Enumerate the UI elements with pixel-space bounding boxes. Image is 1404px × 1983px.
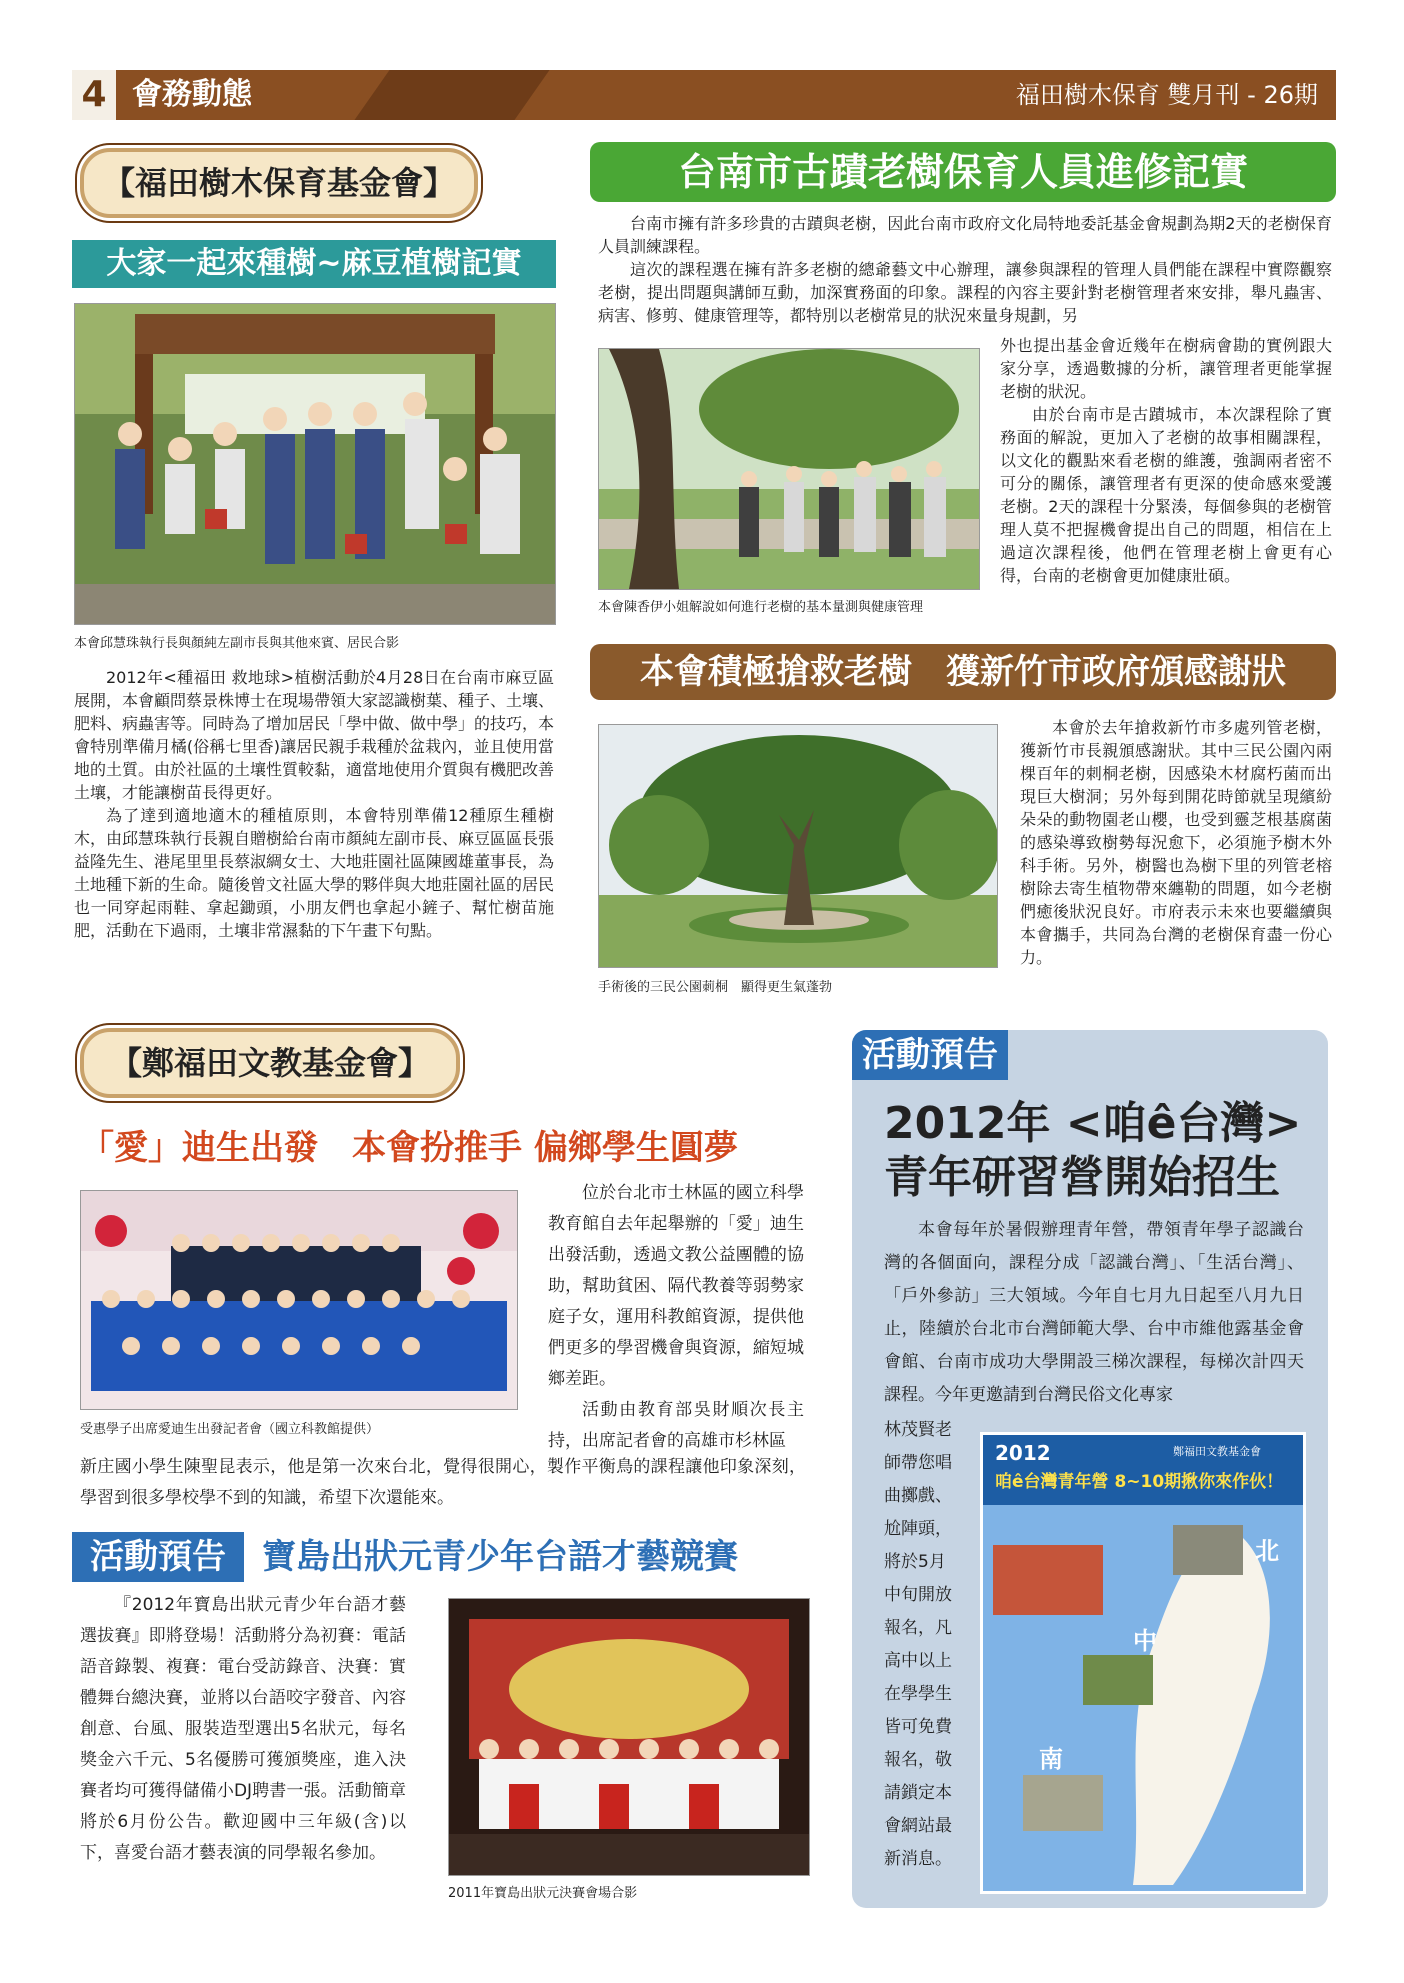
paragraph: 這次的課程選在擁有許多老樹的總爺藝文中心辦理，讓參與課程的管理人員們能在課程中實際觀察老樹，提出問題與講師互動，加深實務面的印象。課程的內容主要針對老樹管理者來安排，舉凡蟲害、病害、修剪、健康管理等，都特別以老樹常見的狀況來量身規劃，另 (598, 260, 1332, 325)
paragraph: 台南市擁有許多珍貴的古蹟與老樹，因此台南市政府文化局特地委託基金會規劃為期2天的老樹保育人員訓練課程。 (598, 214, 1332, 256)
tainan-photo-image (599, 349, 979, 589)
planting-article-body (74, 666, 554, 942)
paragraph: 本會每年於暑假辦理青年營，帶領青年學子認識台灣的各個面向，課程分成「認識台灣」、「生活台灣」、「戶外參訪」三大領域。今年自七月九日起至八月九日止，陸續於台北市台灣師範大學、台中市維他露基金會會館、台南市成功大學開設三梯次課程，每梯次計四天課程。今年更邀請到台灣民俗文化專家 (884, 1220, 1304, 1405)
youth-camp-sidebar (852, 1030, 1328, 1908)
edison-photo (80, 1190, 518, 1410)
contest-photo (448, 1598, 810, 1876)
youth-camp-narrow-text: 林茂賢老師帶您唱曲擲戲、尬陣頭，將於5月中旬開放報名，凡高中以上在學學生皆可免費報名，敬請鎖定本會網站最新消息。 (884, 1420, 952, 1869)
poster-org: 鄭福田文教基金會 (1173, 1445, 1261, 1458)
poster-year: 2012 (995, 1441, 1051, 1465)
paragraph: 位於台北市士林區的國立科學教育館自去年起舉辦的「愛」迪生出發活動，透過文教公益團體的協助，幫助貧困、隔代教養等弱勢家庭子女，運用科教館資源，提供他們更多的學習機會與資源，縮短城鄉差距。 (548, 1183, 804, 1389)
section-title: 會務動態 (132, 77, 252, 112)
contest-title: 寶島出狀元青少年台語才藝競賽 (262, 1537, 738, 1577)
poster-south: 南 (1039, 1745, 1063, 1773)
paragraph: 活動由教育部吳財順次長主持，出席記者會的高雄市杉林區 (548, 1400, 804, 1451)
hsinchu-photo (598, 724, 998, 968)
contest-body (80, 1590, 406, 1869)
tainan-photo-caption: 本會陳香伊小姐解說如何進行老樹的基本量測與健康管理 (598, 600, 924, 615)
hsinchu-article-body (1020, 716, 1332, 969)
hsinchu-article-title: 本會積極搶救老樹 獲新竹市政府頒感謝狀 (590, 644, 1336, 700)
foundation-label: 【福田樹木保育基金會】 (80, 148, 478, 218)
foundation-label-2: 【鄭福田文教基金會】 (80, 1028, 460, 1098)
contest-photo-caption: 2011年寶島出狀元決賽會場合影 (448, 1886, 638, 1901)
poster-headline: 咱ê台灣青年營 8~10期揪你來作伙！ (995, 1472, 1284, 1492)
edison-side-text (548, 1178, 804, 1457)
poster-central: 中 (1133, 1627, 1157, 1655)
page-header (72, 70, 1336, 120)
edison-photo-image (81, 1191, 517, 1409)
paragraph: 為了達到適地適木的種植原則，本會特別準備12種原生種樹木，由邱慧珠執行長親自贈樹給台南市顏純左副市長、麻豆區區長張益隆先生、港尾里里長蔡淑綢女士、大地莊園社區陳國雄董事長，為土地種下新的生命。隨後曾文社區大學的夥伴與大地莊園社區的居民也一同穿起雨鞋、拿起鋤頭，小朋友們也拿起小鏟子、幫忙樹苗施肥，活動在下過雨，土壤非常濕黏的下午畫下句點。 (74, 806, 555, 940)
paragraph: 由於台南市是古蹟城市，本次課程除了實務面的解說，更加入了老樹的故事相關課程，以文化的觀點來看老樹的維護，強調兩者密不可分的關係，讓管理者有更深的使命感來愛護老樹。2天的課程十分緊湊，每個參與的老樹管理人莫不把握機會提出自己的問題，相信在上過這次課程後，他們在管理老樹上會更有心得，台南的老樹會更加健康壯碩。 (1000, 405, 1332, 585)
paragraph: 『2012年寶島出狀元青少年台語才藝選拔賽』即將登場！活動將分為初賽：電話語音錄製、複賽：電台受訪錄音、決賽：實體舞台總決賽，並將以台語咬字發音、內容創意、台風、服裝造型選出5名狀元，每名獎金六千元、5名優勝可獲頒獎座，進入決賽者均可獲得儲備小DJ聘書一張。活動簡章將於6月份公告。歡迎國中三年級(含)以下，喜愛台語才藝表演的同學報名參加。 (80, 1595, 406, 1863)
youth-camp-title-line2: 青年研習營開始招生 (884, 1152, 1280, 1203)
planting-photo (74, 303, 556, 625)
tainan-article-title: 台南市古蹟老樹保育人員進修記實 (590, 142, 1336, 202)
youth-camp-body (884, 1214, 1304, 1412)
article-title: 大家一起來種樹~麻豆植樹記實 (72, 240, 556, 288)
paragraph: 外也提出基金會近幾年在樹病會勘的實例跟大家分享，透過數據的分析，讓管理者更能掌握老樹的狀況。 (1000, 336, 1332, 401)
contest-photo-image (449, 1599, 809, 1875)
tainan-photo (598, 348, 980, 590)
planting-photo-caption: 本會邱慧珠執行長與顏純左副市長與其他來賓、居民合影 (74, 636, 400, 651)
edison-article-title: 「愛」迪生出發 本會扮推手 偏鄉學生圓夢 (80, 1128, 738, 1168)
edison-full-text: 新庄國小學生陳聖昆表示，他是第一次來台北，覺得很開心，製作平衡鳥的課程讓他印象深刻，學習到很多學校學不到的知識，希望下次還能來。 (80, 1457, 806, 1508)
poster-north: 北 (1255, 1537, 1279, 1565)
edison-photo-caption: 受惠學子出席愛迪生出發記者會（國立科教館提供） (80, 1422, 380, 1437)
hsinchu-photo-image (599, 725, 997, 967)
paragraph: 2012年<種福田 救地球>植樹活動於4月28日在台南市麻豆區展開，本會顧問蔡景株博士在現場帶領大家認識樹葉、種子、土壤、肥料、病蟲害等。同時為了增加居民「學中做、做中學」的技巧，本會特別準備月橘(俗稱七里香)讓居民親手栽種於盆栽內，並且使用當地的土質。由於社區的土壤性質較黏，適當地使用介質與有機肥改善土壤，才能讓樹苗長得更好。 (74, 668, 555, 802)
youth-camp-poster (980, 1432, 1306, 1894)
tainan-side-text (1000, 334, 1332, 587)
publication-title: 福田樹木保育 雙月刊 - 26期 (1015, 81, 1318, 109)
youth-camp-title-line1: 2012年 <咱ê台灣> (884, 1098, 1302, 1149)
contest-tag: 活動預告 (72, 1532, 244, 1582)
hsinchu-photo-caption: 手術後的三民公園莿桐 顯得更生氣蓬勃 (598, 980, 833, 995)
page-number: 4 (72, 70, 116, 120)
planting-photo-image (75, 304, 555, 624)
paragraph: 本會於去年搶救新竹市多處列管老樹，獲新竹市長親頒感謝狀。其中三民公園內兩棵百年的刺桐老樹，因感染木材腐朽菌而出現巨大樹洞；另外每到開花時節就呈現繽紛朵朵的動物園老山櫻，也受到靈芝根基腐菌的感染導致樹勢每況愈下，必須施予樹木外科手術。另外，樹醫也為樹下里的列管老榕樹除去寄生植物帶來纏勒的問題，如今老樹們癒後狀況良好。市府表示未來也要繼續與本會攜手，共同為台灣的老樹保育盡一份心力。 (1020, 718, 1332, 967)
youth-camp-tag: 活動預告 (852, 1030, 1008, 1080)
header-stripe (354, 70, 549, 120)
tainan-article-body (598, 212, 1332, 327)
